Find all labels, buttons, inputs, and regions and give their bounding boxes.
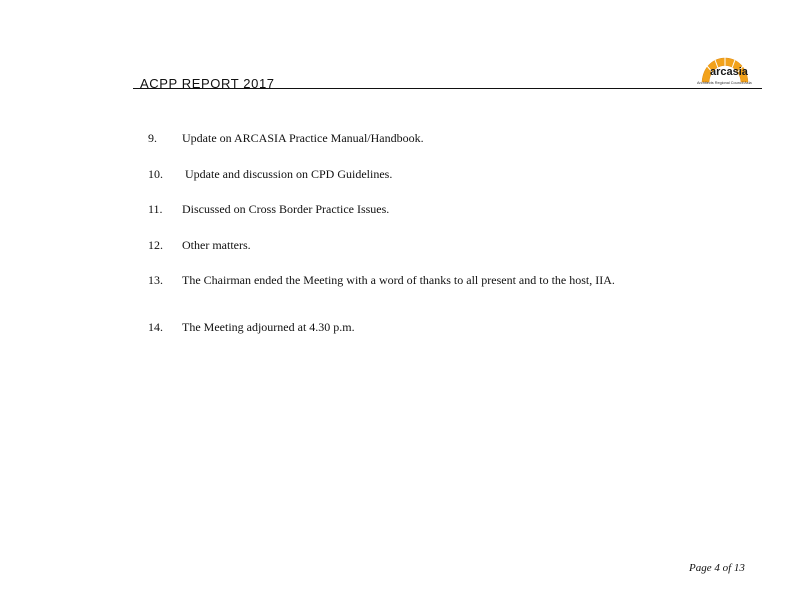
agenda-item-number: 9. [148, 131, 157, 145]
agenda-item-text: Other matters. [182, 238, 251, 252]
header-rule [133, 88, 762, 89]
page-number: Page 4 of 13 [689, 562, 745, 574]
logo-tagline: Architects Regional Council Asia [697, 81, 752, 85]
agenda-item-number: 12. [148, 238, 163, 252]
agenda-item-text: The Meeting adjourned at 4.30 p.m. [182, 320, 355, 334]
logo-wordmark: arcasia [710, 66, 748, 78]
agenda-item-number: 14. [148, 320, 163, 334]
agenda-item-text: Update and discussion on CPD Guidelines. [182, 167, 393, 181]
agenda-item-text: Discussed on Cross Border Practice Issues. [182, 202, 390, 216]
agenda-item-number: 13. [148, 273, 163, 287]
agenda-item-number: 10. [148, 167, 163, 181]
agenda-item-number: 11. [148, 202, 163, 216]
agenda-item-text: The Chairman ended the Meeting with a word of thanks to all present and to the host, IIA. [182, 273, 615, 287]
report-header-title: ACPP REPORT 2017 [140, 76, 275, 91]
agenda-item-text: Update on ARCASIA Practice Manual/Handbook. [182, 131, 424, 145]
